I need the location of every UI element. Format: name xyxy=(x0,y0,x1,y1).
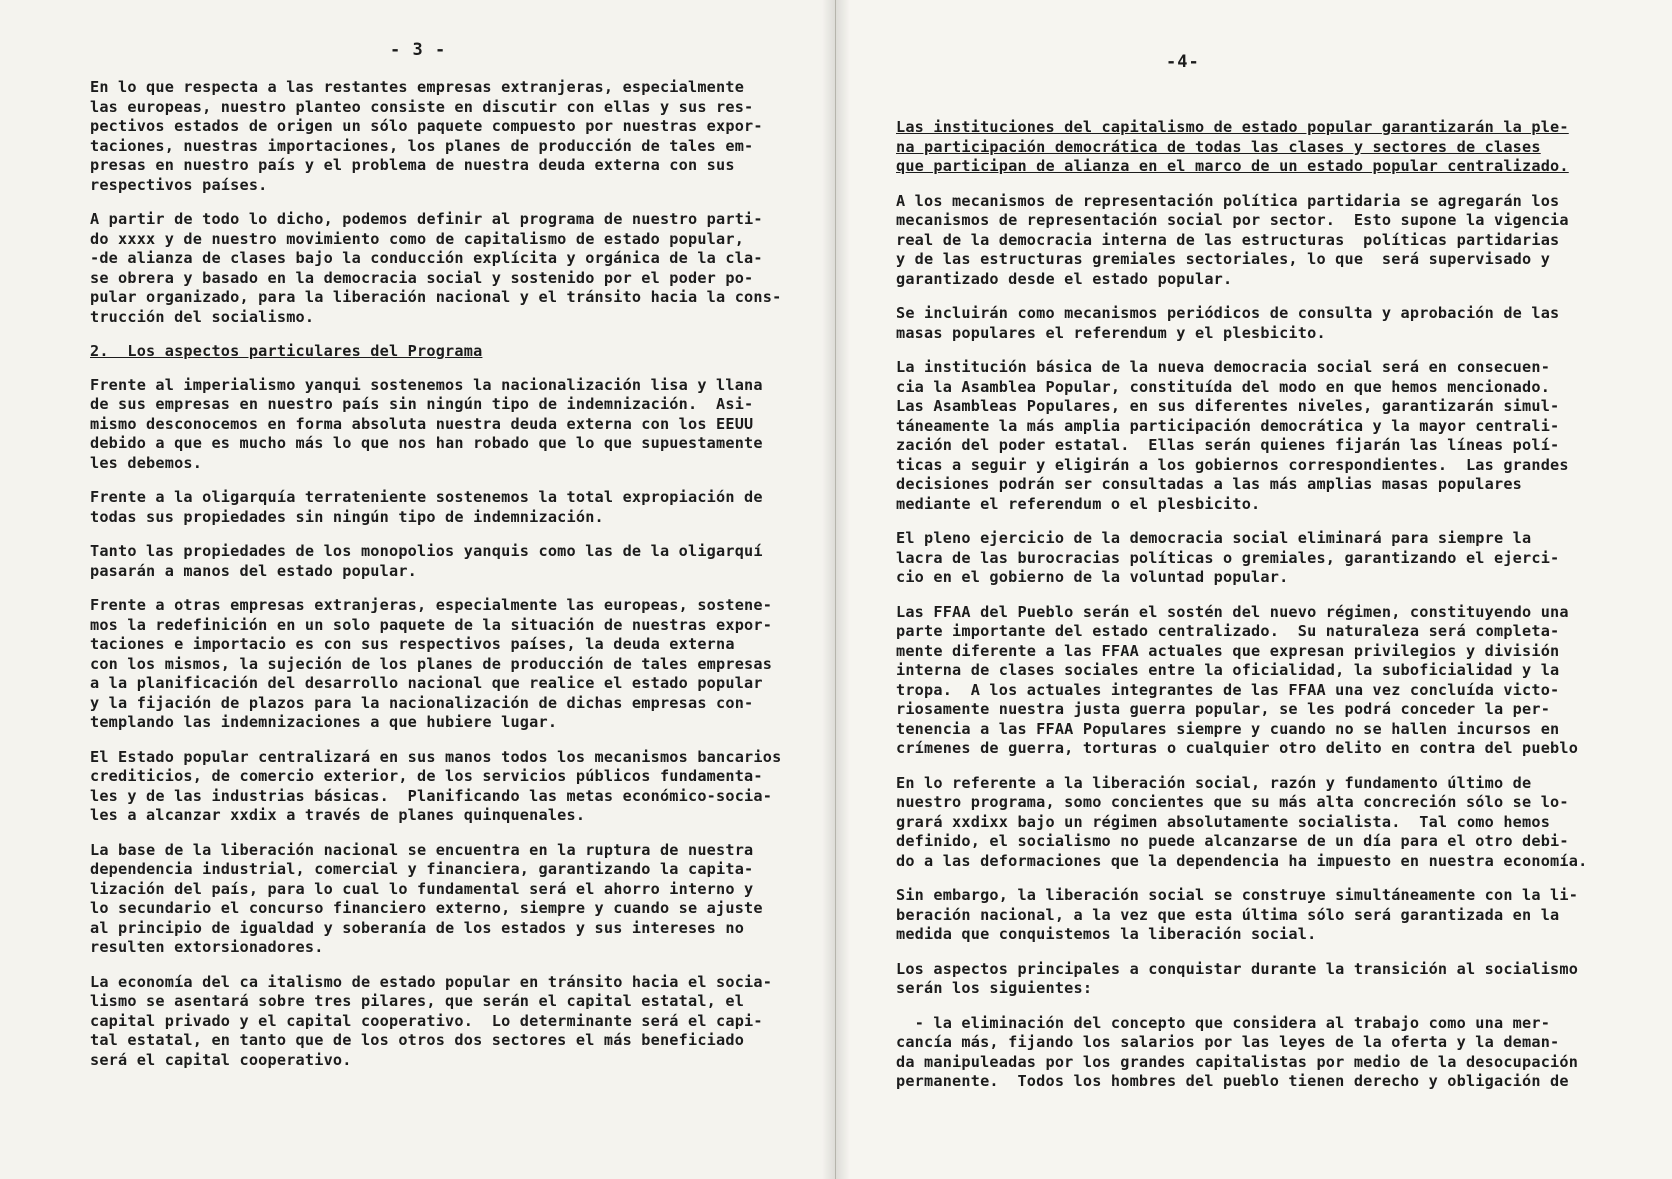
page-number: - 3 - xyxy=(390,40,447,60)
paragraph: El Estado popular centralizará en sus manos todos los mecanismos bancarios crediticios, de comercio exterior, de los servicios públicos fundamenta- les y de las industrias básicas. Planificando las metas económico-socia- les a alcanzar xxdix a través de planes quinquenales. xyxy=(90,747,782,824)
paragraph: En lo referente a la liberación social, razón y fundamento último de nuestro programa, somo concientes que su más alta concreción sólo se lo- grará xxdixx bajo un régimen absolutamente socialista. Tal como hemos definido, el socialismo no puede alcanzarse de un día para el otro debi- do a las deformaciones que la dependencia ha impuesto en nuestra economía. xyxy=(896,773,1588,870)
paragraph: Frente a la oligarquía terrateniente sostenemos la total expropiación de todas sus propiedades sin ningún tipo de indemnización. xyxy=(90,488,763,526)
paragraph: Se incluirán como mecanismos periódicos de consulta y aprobación de las masas populares el referendum y el plesbicito. xyxy=(896,304,1560,342)
paragraph: En lo que respecta a las restantes empresas extranjeras, especialmente las europeas, nuestro planteo consiste en discutir con ellas y sus res- pectivos estados de origen un sólo paquete compuesto por nuestras expor- taciones, nuestras importaciones, los planes de producción de tales em- presas en nuestro país y el problema de nuestra deuda externa con sus respectivos países. xyxy=(90,78,763,194)
page-number: -4- xyxy=(1166,52,1200,72)
paragraph: Las FFAA del Pueblo serán el sostén del nuevo régimen, constituyendo una parte importante del estado centralizado. Su naturaleza será completa- mente diferente a las FFAA actuales que expresan privilegios y división interna de clases sociales entre la oficialidad, la suboficialidad y la tropa. A los actuales integrantes de las FFAA una vez concluída victo- riosamente nuestra justa guerra popular, se les podrá conceder la per- tenencia a las FFAA Populares siempre y cuando no se hallen incursos en crímenes de guerra, torturas o cualquier otro delito en contra del pueblo xyxy=(896,602,1579,757)
paragraph: La economía del ca italismo de estado popular en tránsito hacia el socia- lismo se asentará sobre tres pilares, que serán el capital estatal, el capital privado y el capital cooperativo. Lo determinante será el capi- tal estatal, en tanto que de los otros dos sectores el más beneficiado será el capital cooperativo. xyxy=(90,972,773,1069)
paragraph: A partir de todo lo dicho, podemos definir al programa de nuestro parti- do xxxx y de nuestro movimiento como de capitalismo de estado popular, -de alianza de clases bajo la conducción explícita y orgánica de la cla- se obrera y basado en la democracia social y sostenido por el poder po- pular organizado, para la liberación nacional y el tránsito hacia la cons- trucción del socialismo. xyxy=(90,210,782,326)
paragraph: Los aspectos principales a conquistar durante la transición al socialismo serán los siguientes: xyxy=(896,959,1579,997)
paragraph: A los mecanismos de representación política partidaria se agregarán los mecanismos de representación social por sector. Esto supone la vigencia real de la democracia interna de las estructuras políticas partidarias y de las estructuras gremiales sectoriales, lo que será supervisado y garantizado desde el estado popular. xyxy=(896,191,1569,288)
paragraph: Las instituciones del capitalismo de estado popular garantizarán la ple- na participación democrática de todas las clases y sectores de clases que participan de alianza en el marco de un estado popular centralizado. xyxy=(896,118,1569,175)
paragraph: El pleno ejercicio de la democracia social eliminará para siempre la lacra de las burocracias políticas o gremiales, garantizando el ejerci- cio en el gobierno de la voluntad popular. xyxy=(896,529,1560,586)
paragraph: La institución básica de la nueva democracia social será en consecuen- cia la Asamblea Popular, constituída del modo en que hemos mencionado. Las Asambleas Populares, en sus diferentes niveles, garantizarán simul- táneamente la más amplia participación democrática y la mayor centrali- zación del poder estatal. Ellas serán quienes fijarán las líneas polí- ticas a seguir y eligirán a los gobiernos correspondientes. Las grandes decisiones podrán ser consultadas a las más amplias masas populares mediante el referendum o el plesbicito. xyxy=(896,358,1569,513)
paragraph: Tanto las propiedades de los monopolios yanquis como las de la oligarquí pasarán a manos del estado popular. xyxy=(90,542,763,580)
paragraph: Frente al imperialismo yanqui sostenemos la nacionalización lisa y llana de sus empresas en nuestro país sin ningún tipo de indemnización. Asi- mismo desconocemos en forma absoluta nuestra deuda externa con los EEUU debido a que es mucho más lo que nos han robado que lo que supuestamente les debemos. xyxy=(90,375,763,472)
paragraph: Frente a otras empresas extranjeras, especialmente las europeas, sostene- mos la redefinición en un solo paquete de la situación de nuestras expor- taciones e importacio es con sus respectivos países, la deuda externa con los mismos, la sujeción de los planes de producción de tales empresas a la planificación del desarrollo nacional que realice el estado popular y la fijación de plazos para la nacionalización de dichas empresas con- templando las indemnizaciones a que hubiere lugar. xyxy=(90,596,773,731)
paragraph: - la eliminación del concepto que considera al trabajo como una mer- cancía más, fijando los salarios por las leyes de la oferta y la deman- da manipuleadas por los grandes capitalistas por medio de la desocupación permanente. Todos los hombres del pueblo tienen derecho y obligación de xyxy=(896,1013,1579,1090)
section-heading: 2. Los aspectos particulares del Programa xyxy=(90,342,483,360)
paragraph: Sin embargo, la liberación social se construye simultáneamente con la li- beración nacional, a la vez que esta última sólo será garantizada en la medida que conquistemos la liberación social. xyxy=(896,886,1579,943)
paragraph: La base de la liberación nacional se encuentra en la ruptura de nuestra dependencia industrial, comercial y financiera, garantizando la capita- lización del país, para lo cual lo fundamental será el ahorro interno y lo secundario el concurso financiero externo, siempre y cuando se ajuste al principio de igualdad y soberanía de los estados y sus intereses no resulten extorsionadores. xyxy=(90,840,763,956)
page-4 xyxy=(836,0,1672,1179)
